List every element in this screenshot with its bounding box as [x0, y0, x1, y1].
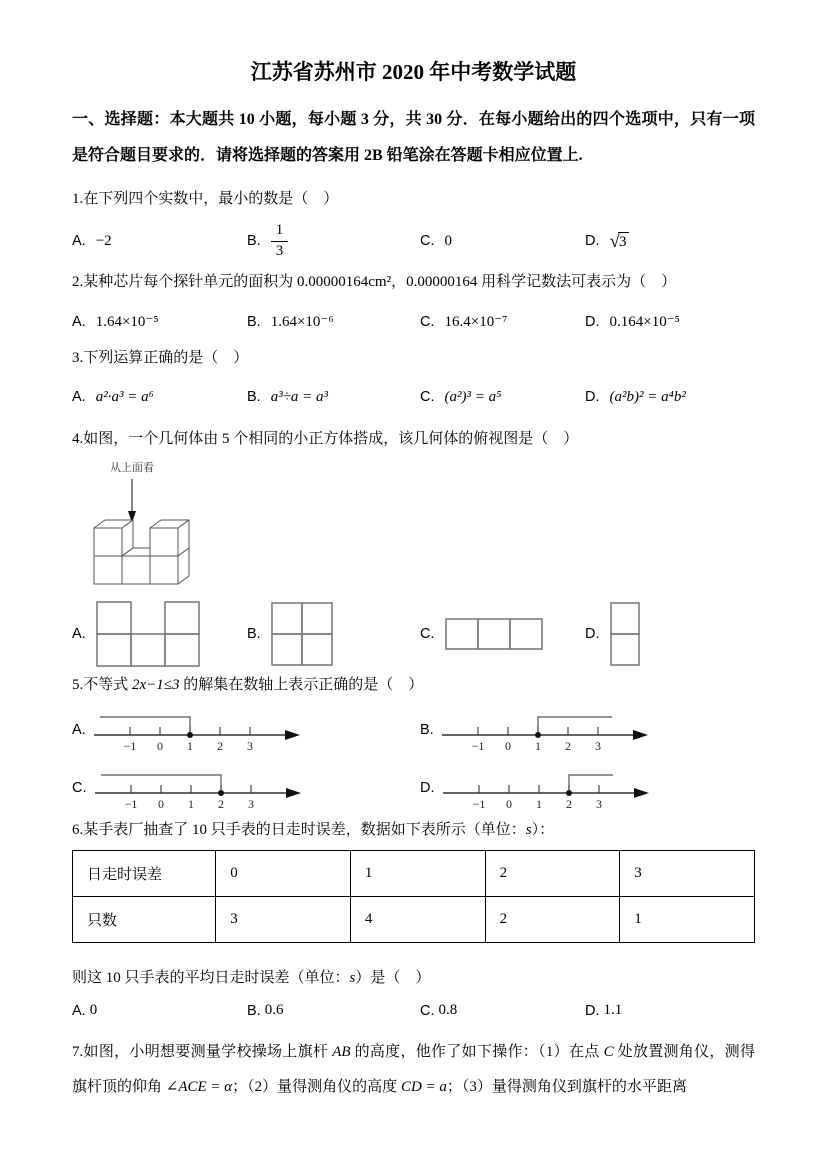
option-label: C. — [420, 1002, 435, 1019]
tick-label: −1 — [123, 739, 137, 753]
q1-option-b — [247, 222, 420, 260]
q2-stem-text: ，0.00000164 用科学记数法可表示为（ ） — [391, 274, 677, 290]
option-value: −2 — [95, 232, 112, 249]
option-label: C. — [420, 389, 435, 405]
q1-options — [72, 217, 755, 265]
option-value: 1.1 — [603, 1002, 623, 1018]
option-label: C. — [420, 313, 435, 330]
q6-stem-text: 6.某手表厂抽查了 10 只手表的日走时误差，数据如下表所示（单位： — [72, 822, 526, 838]
q2-option-a — [72, 312, 247, 331]
tick-label: 0 — [504, 739, 511, 753]
option-value: a³÷a = a³ — [270, 388, 329, 405]
q1-option-d — [585, 232, 755, 251]
sqrt-three — [610, 232, 630, 251]
option-label: B. — [247, 233, 261, 249]
view-from-above-label: 从上面看 — [110, 462, 154, 474]
option-value: 0 — [444, 232, 452, 249]
option-label: D. — [420, 780, 435, 796]
q2-stem — [72, 271, 755, 294]
q7-stem — [72, 1035, 755, 1105]
tick-label: 0 — [505, 797, 512, 811]
tick-label: −1 — [124, 797, 137, 811]
q3-option-b — [247, 389, 420, 406]
top-view-2x2-grid — [271, 602, 333, 666]
q5-option-a — [72, 705, 420, 755]
option-label: A. — [72, 1002, 86, 1019]
q4-option-d — [585, 602, 755, 666]
option-label: B. — [420, 722, 434, 738]
option-label: B. — [247, 1002, 261, 1019]
table-cell: 2 — [485, 851, 620, 897]
number-line-closed-ray-left-of-2 — [93, 763, 303, 813]
q7-math-cd: CD = a — [400, 1079, 447, 1095]
tick-label: 3 — [247, 797, 254, 811]
top-view-1x2-column — [610, 602, 640, 666]
q2-area-value: 0.00000164cm² — [297, 274, 392, 290]
option-label: D. — [585, 1002, 600, 1019]
q6-unit: s — [349, 970, 356, 986]
tick-label: 1 — [186, 739, 193, 753]
closed-dot — [187, 732, 193, 738]
option-value: 1.64×10⁻⁵ — [95, 314, 159, 330]
top-view-u-shape — [96, 601, 200, 667]
option-label: A. — [72, 626, 86, 642]
option-label: B. — [247, 313, 261, 330]
q2-options — [72, 312, 755, 331]
option-label: C. — [420, 626, 435, 642]
q4-stem: 4.如图，一个几何体由 5 个相同的小正方体搭成，该几何体的俯视图是（ ） — [72, 431, 579, 447]
q1-option-c — [420, 233, 585, 250]
row-header: 只数 — [73, 897, 216, 943]
q3-option-a — [72, 389, 247, 406]
q7-math-c: C — [603, 1044, 614, 1060]
row-header: 日走时误差 — [73, 851, 216, 897]
q5-option-d — [420, 763, 755, 813]
q3-options — [72, 382, 755, 412]
q2-option-d — [585, 312, 755, 331]
number-line-closed-ray-left-of-1 — [92, 705, 302, 755]
q5-stem-text: 5.不等式 — [72, 677, 133, 693]
q4-option-b — [247, 602, 420, 666]
cubes-drawing — [94, 520, 189, 584]
option-value: (a²b)² = a⁴b² — [609, 388, 686, 405]
option-value: 0.8 — [438, 1002, 458, 1018]
option-label: A. — [72, 233, 86, 249]
option-label: D. — [585, 626, 600, 642]
q7-math-angle-ace: ∠ACE = α — [165, 1079, 233, 1095]
option-label: A. — [72, 722, 86, 738]
q6-option-b — [247, 1002, 420, 1019]
tick-label: 0 — [157, 797, 164, 811]
q7-stem-text: ；（2）量得测角仪的高度 — [232, 1079, 401, 1095]
top-view-1x3-row — [445, 618, 543, 650]
q6-unit: s — [525, 822, 532, 838]
option-value: 1.64×10⁻⁶ — [270, 314, 334, 330]
page-title: 江苏省苏州市 2020 年中考数学试题 — [250, 60, 577, 84]
tick-label: 1 — [534, 739, 541, 753]
table-row — [73, 897, 755, 943]
tick-label: 0 — [156, 739, 163, 753]
q4-figure — [82, 459, 755, 596]
option-label: A. — [72, 389, 86, 405]
five-cubes-figure — [82, 459, 252, 591]
table-cell: 0 — [216, 851, 351, 897]
option-label: A. — [72, 313, 86, 330]
option-value: 0 — [89, 1002, 98, 1018]
table-cell: 3 — [620, 851, 755, 897]
table-cell: 3 — [216, 897, 351, 943]
option-label: B. — [247, 389, 261, 405]
q6-stem — [72, 819, 755, 842]
tick-label: 2 — [565, 797, 572, 811]
tick-label: 2 — [216, 739, 223, 753]
fraction-denominator: 3 — [275, 242, 284, 259]
down-arrow-icon — [128, 479, 136, 523]
option-value: (a²)³ = a⁵ — [444, 388, 502, 405]
tick-label: −1 — [471, 739, 485, 753]
tick-label: 2 — [564, 739, 571, 753]
q6-option-a — [72, 1002, 247, 1019]
closed-dot — [566, 790, 572, 796]
q6-option-d — [585, 1002, 755, 1019]
q5-option-b — [420, 705, 755, 755]
option-label: C. — [72, 780, 87, 796]
table-cell: 4 — [350, 897, 485, 943]
q6-data-table — [72, 850, 755, 943]
option-value: 0.6 — [264, 1002, 284, 1018]
radicand: 3 — [618, 232, 630, 251]
tick-label: 3 — [246, 739, 253, 753]
q5-inequality: 2x−1≤3 — [132, 677, 180, 693]
option-label: C. — [420, 233, 435, 249]
q4-option-c — [420, 618, 585, 650]
option-label: D. — [585, 389, 600, 405]
q6-option-c — [420, 1002, 585, 1019]
table-row — [73, 851, 755, 897]
q3-option-c — [420, 389, 585, 406]
q7-stem-text: 的高度，他作了如下操作：（1）在点 — [350, 1044, 604, 1060]
q2-option-b — [247, 312, 420, 331]
q4-option-a — [72, 601, 247, 667]
option-value: 0.164×10⁻⁵ — [609, 314, 680, 330]
q6-options — [72, 1002, 755, 1019]
q3-option-d — [585, 389, 755, 406]
q4-options — [72, 600, 755, 668]
number-line-closed-ray-right-of-1 — [440, 705, 650, 755]
option-label: D. — [585, 313, 600, 330]
q5-options — [72, 705, 755, 813]
q2-stem-text: 2.某种芯片每个探针单元的面积为 — [72, 274, 298, 290]
option-label: D. — [585, 233, 600, 249]
q6-followup — [72, 967, 755, 990]
q5-stem — [72, 674, 755, 697]
fraction-one-third — [271, 222, 289, 260]
table-cell: 2 — [485, 897, 620, 943]
q7-stem-text: ；（3）量得测角仪到旗杆的水平距离 — [446, 1079, 687, 1095]
tick-label: 3 — [595, 797, 602, 811]
tick-label: −1 — [472, 797, 485, 811]
radical-sign: √ — [609, 230, 620, 252]
q5-option-c — [72, 763, 420, 813]
q6-stem-text: ）： — [531, 822, 555, 838]
tick-label: 1 — [187, 797, 194, 811]
section-heading: 一、选择题：本大题共 10 小题，每小题 3 分，共 30 分．在每小题给出的四个选项中，只有一项是符合题目要求的．请将选择题的答案用 2B 铅笔涂在答题卡相应位置上. — [72, 111, 755, 164]
q5-stem-text: 的解集在数轴上表示正确的是（ ） — [179, 677, 424, 693]
q7-math-ab: AB — [332, 1044, 351, 1060]
q1-option-a — [72, 233, 247, 250]
q6-followup-text: ）是（ ） — [355, 970, 431, 986]
closed-dot — [218, 790, 224, 796]
q1-stem: 1.在下列四个实数中，最小的数是（ ） — [72, 191, 339, 207]
fraction-numerator: 1 — [271, 222, 289, 241]
option-value: a²·a³ = a⁶ — [95, 388, 154, 405]
q6-followup-text: 则这 10 只手表的平均日走时误差（单位： — [72, 970, 350, 986]
tick-label: 2 — [217, 797, 224, 811]
q7-stem-text: 7.如图，小明想要测量学校操场上旗杆 — [72, 1044, 333, 1060]
table-cell: 1 — [620, 897, 755, 943]
q7-stem-text: 处放置测角仪，测得旗杆顶的仰角 — [72, 1044, 755, 1095]
number-line-closed-ray-right-of-2 — [441, 763, 651, 813]
q2-option-c — [420, 312, 585, 331]
tick-label: 3 — [594, 739, 601, 753]
closed-dot — [535, 732, 541, 738]
q3-stem: 3.下列运算正确的是（ ） — [72, 350, 249, 366]
option-label: B. — [247, 626, 261, 642]
option-value: 16.4×10⁻⁷ — [444, 314, 508, 330]
tick-label: 1 — [535, 797, 542, 811]
table-cell: 1 — [350, 851, 485, 897]
